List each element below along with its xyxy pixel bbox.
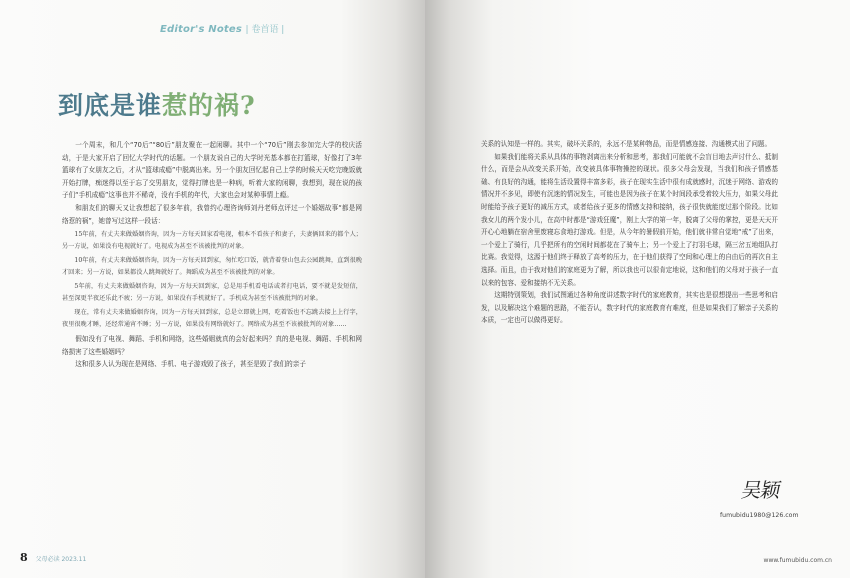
left-footer: [20, 551, 86, 564]
paragraph: 假如没有了电视、舞蹈、手机和网络，这些婚姻就真的会好起来吗？真的是电视、舞蹈、手机和网络损害了这些婚姻吗？: [62, 335, 362, 356]
article-title: [58, 86, 256, 122]
title-accent: 惹的祸?: [162, 91, 256, 120]
right-text-column: [481, 138, 778, 327]
left-text-column: [62, 139, 362, 371]
section-header: [160, 22, 284, 35]
quote-paragraph: 15年前，有丈夫来做婚姻咨询，因为一方每天回家看电视，根本不看孩子和妻子，夫妻俩回来的都个人；另一方说，如果没有电视就好了。电视成为甚至不该被批判的对象。: [62, 231, 362, 251]
paragraph: 如果我们能将关系从具体的事物剥离出来分析和思考，那我们可能就不会盲目地去声讨什么、抵制什么，而是会从改变关系开始，改变被具体事物操控的现状。很多父母会发现，当我们和孩子情感基础、有良好的沟通，能将生活设置得丰富多彩，孩子在现实生活中很有成就感时，沉迷于网络、游戏的情况并不多见，即使有沉迷的情况发生，可能也是因为孩子在某个时间段承受着较大压力，如果父母此时能给予孩子更好的减压方式，或者给孩子更多的情感支持和接纳，孩子很快就能度过那个阶段。比如我女儿的两个发小儿，在高中时都是“游戏狂魔”，刚上大学的第一年，脱离了父母的掌控，更是天天开开心心地躺在宿舍里废寝忘食地打游戏。但是，从今年的暑假前开始，他们就非常自觉地“戒”了出来，一个爱上了骑行，几乎把所有的空闲时间都花在了骑车上；另一个爱上了打羽毛球，隔三岔五地组队打比赛。我觉得，这源于他们终于释放了高考的压力，在于他们获得了空间和心理上的自由后的再次自主选择。而且，由于我对他们的家庭更为了解，所以我也可以很肯定地说，这和他们的父母对于孩子一直以来的包容、爱和接纳不无关系。: [481, 152, 778, 287]
paragraph: 这和很多人认为现在是网络、手机、电子游戏毁了孩子，甚至是毁了我们的亲子: [75, 360, 306, 369]
footer-website: www.fumubidu.com.cn: [763, 557, 832, 564]
title-main: 到底是谁: [58, 91, 163, 120]
page-number-left: 8: [20, 551, 28, 564]
paragraph: 关系的认知是一样的。其实，破坏关系的，永远不是某种物品，而是情感连接、沟通模式出了问题。: [481, 140, 772, 148]
quote-paragraph: 现在，常有丈夫来做婚姻咨询，因为一方每天回到家，总是立即就上网，吃着饭也不忘跳去接上上行字，夜里很晚才睡，还经常通宵不睡；另一方说，如果没有网络就好了。网络成为甚至不该被批判的对象……: [62, 309, 362, 329]
quote-paragraph: 10年前，有丈夫来做婚姻咨询，因为一方每天回到家，匆忙吃口饭，就背着登山包去公园跳舞，直到很晚才回来；另一方说，如果都没人跳舞就好了。舞蹈成为甚至不该被批判的对象。: [62, 257, 362, 277]
paragraph: 和朋友们的聊天又让我想起了很多年前，我曾约心理咨询师刘丹老师点评过一个婚姻故事“都是网络惹的祸”，她曾写过这样一段话：: [62, 203, 362, 225]
footer-magazine-issue: 父母必读 2023.11: [35, 556, 87, 563]
author-signature: 吴颖: [739, 478, 783, 502]
paragraph: 这期特别策划，我们试图通过各种角度讲述数字时代的家庭教育，其实也是很想提出一些思考和启发，以及解决这个难题的思路，不能否认，数字时代的家庭教育有难度，但是如果我们了解亲子关系的本质，一定也可以做得更好。: [481, 291, 778, 325]
section-title-cn: | 卷首语 |: [245, 25, 285, 35]
right-footer: [764, 557, 832, 564]
section-title-en: Editor's Notes: [160, 24, 243, 35]
author-email: fumubidu1980@126.com: [720, 512, 799, 519]
paragraph: 一个周末，和几个“70后”“80后”朋友聚在一起闲聊。其中一个“70后”刚去参加完大学的校庆活动，于是大家开启了回忆大学时代的话题。一个朋友说自己的大学时光基本都在打篮球，好像打了3年篮球有了女朋友之后，才从“篮球成瘾”中脱离出来。另一个朋友回忆起自己上学的时候天天吃完晚饭就开始打牌，痴迷得以至于忘了交男朋友，觉得打牌也是一种病，听着大家的闲聊，我想到，现在说的孩子们“手机成瘾”这事也并不稀奇，没有手机的年代，大家也会对某种事情上瘾。: [62, 141, 362, 200]
quote-paragraph: 5年前，有丈夫来做婚姻咨询，因为一方每天回到家，总是用手机看电话或者打电话，要不就是发短信，甚至深更半夜还乐此不疲；另一方说，如果没有手机就好了。手机成为甚至不该被批判的对象。: [62, 283, 362, 303]
